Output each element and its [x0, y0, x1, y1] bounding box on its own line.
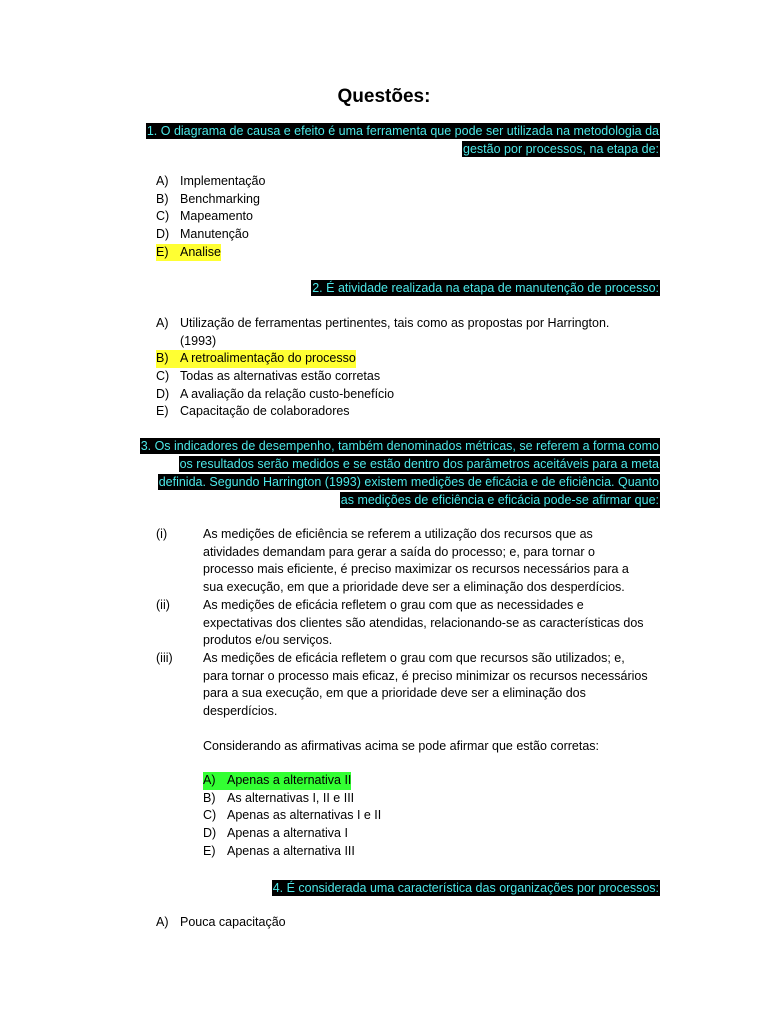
statement-i: (i) As medições de eficiência se referem a utilização dos recursos que as atividades demandam para gerar a saída do processo; e, para tornar o processo mais eficiente, é preciso maximizar os recursos necessários para a sua execução, em que a prioridade deve ser a eliminação dos desperdícios.: [156, 527, 629, 594]
question-4-line-1: 4. É considerada uma característica das organizações por processos:: [272, 881, 659, 895]
question-2: [112, 279, 660, 297]
page-title: Questões:: [337, 86, 431, 107]
option-c: C) Todas as alternativas estão corretas: [156, 369, 381, 384]
option-d: D) A avaliação da relação custo-benefício: [156, 386, 395, 401]
question-1-line-1: 1. O diagrama de causa e efeito é uma ferramenta que pode ser utilizada na metodologia da: [146, 124, 659, 138]
option-e: E) Apenas a alternativa III: [203, 843, 355, 858]
option-b-correct: B) A retroalimentação do processo: [156, 350, 676, 368]
option-b: B) Benchmarking: [156, 191, 260, 206]
option-e: E) Capacitação de colaboradores: [156, 404, 350, 419]
option-b: B) As alternativas I, II e III: [203, 790, 355, 805]
question-3-line-2: os resultados serão medidos e se estão dentro dos parâmetros aceitáveis para a meta: [179, 457, 659, 471]
option-d: D) Manutenção: [156, 227, 249, 242]
question-3-line-4: as medições de eficiência e eficácia pode-se afirmar que:: [340, 493, 659, 507]
option-a: A) Pouca capacitação: [156, 915, 286, 929]
question-3: [112, 437, 660, 509]
question-2-options: [156, 315, 676, 421]
question-1-options: [156, 173, 676, 261]
statement-iii: (iii) As medições de eficácia refletem o grau com que recursos são utilizados; e, para tornar o processo mais eficaz, é preciso minimizar os recursos necessários para a sua execução, em que a prioridade deve ser a eliminação dos desperdícios.: [156, 651, 648, 718]
statement-ii: (ii) As medições de eficácia refletem o grau com que as necessidades e expectativas dos clientes são atendidas, relacionando-se as características dos produtos e/ou serviços.: [156, 598, 644, 648]
option-a-continuation: (1993): [180, 333, 217, 348]
question-2-line-1: 2. É atividade realizada na etapa de manutenção de processo:: [312, 281, 659, 295]
option-c: C) Apenas as alternativas I e II: [203, 808, 382, 823]
question-1: [112, 122, 660, 158]
option-a: A) Implementação: [156, 174, 266, 188]
considering-text: Considerando as afirmativas acima se pode afirmar que estão corretas:: [203, 739, 600, 753]
option-d: D) Apenas a alternativa I: [203, 826, 348, 841]
option-a: A) Utilização de ferramentas pertinentes, tais como as propostas por Harrington.: [156, 316, 610, 330]
option-e-correct: E) Analise: [156, 244, 676, 262]
question-3-options: [203, 772, 673, 860]
question-4-options: [156, 914, 676, 932]
question-1-line-2: gestão por processos, na etapa de:: [463, 142, 659, 156]
question-3-line-1: 3. Os indicadores de desempenho, também denominados métricas, se referem a forma como: [140, 439, 659, 453]
option-c: C) Mapeamento: [156, 209, 253, 224]
question-4: [112, 879, 660, 897]
question-3-line-3: definida. Segundo Harrington (1993) existem medições de eficácia e de eficiência. Quanto: [158, 475, 659, 489]
option-a-correct: A) Apenas a alternativa II: [203, 772, 673, 790]
